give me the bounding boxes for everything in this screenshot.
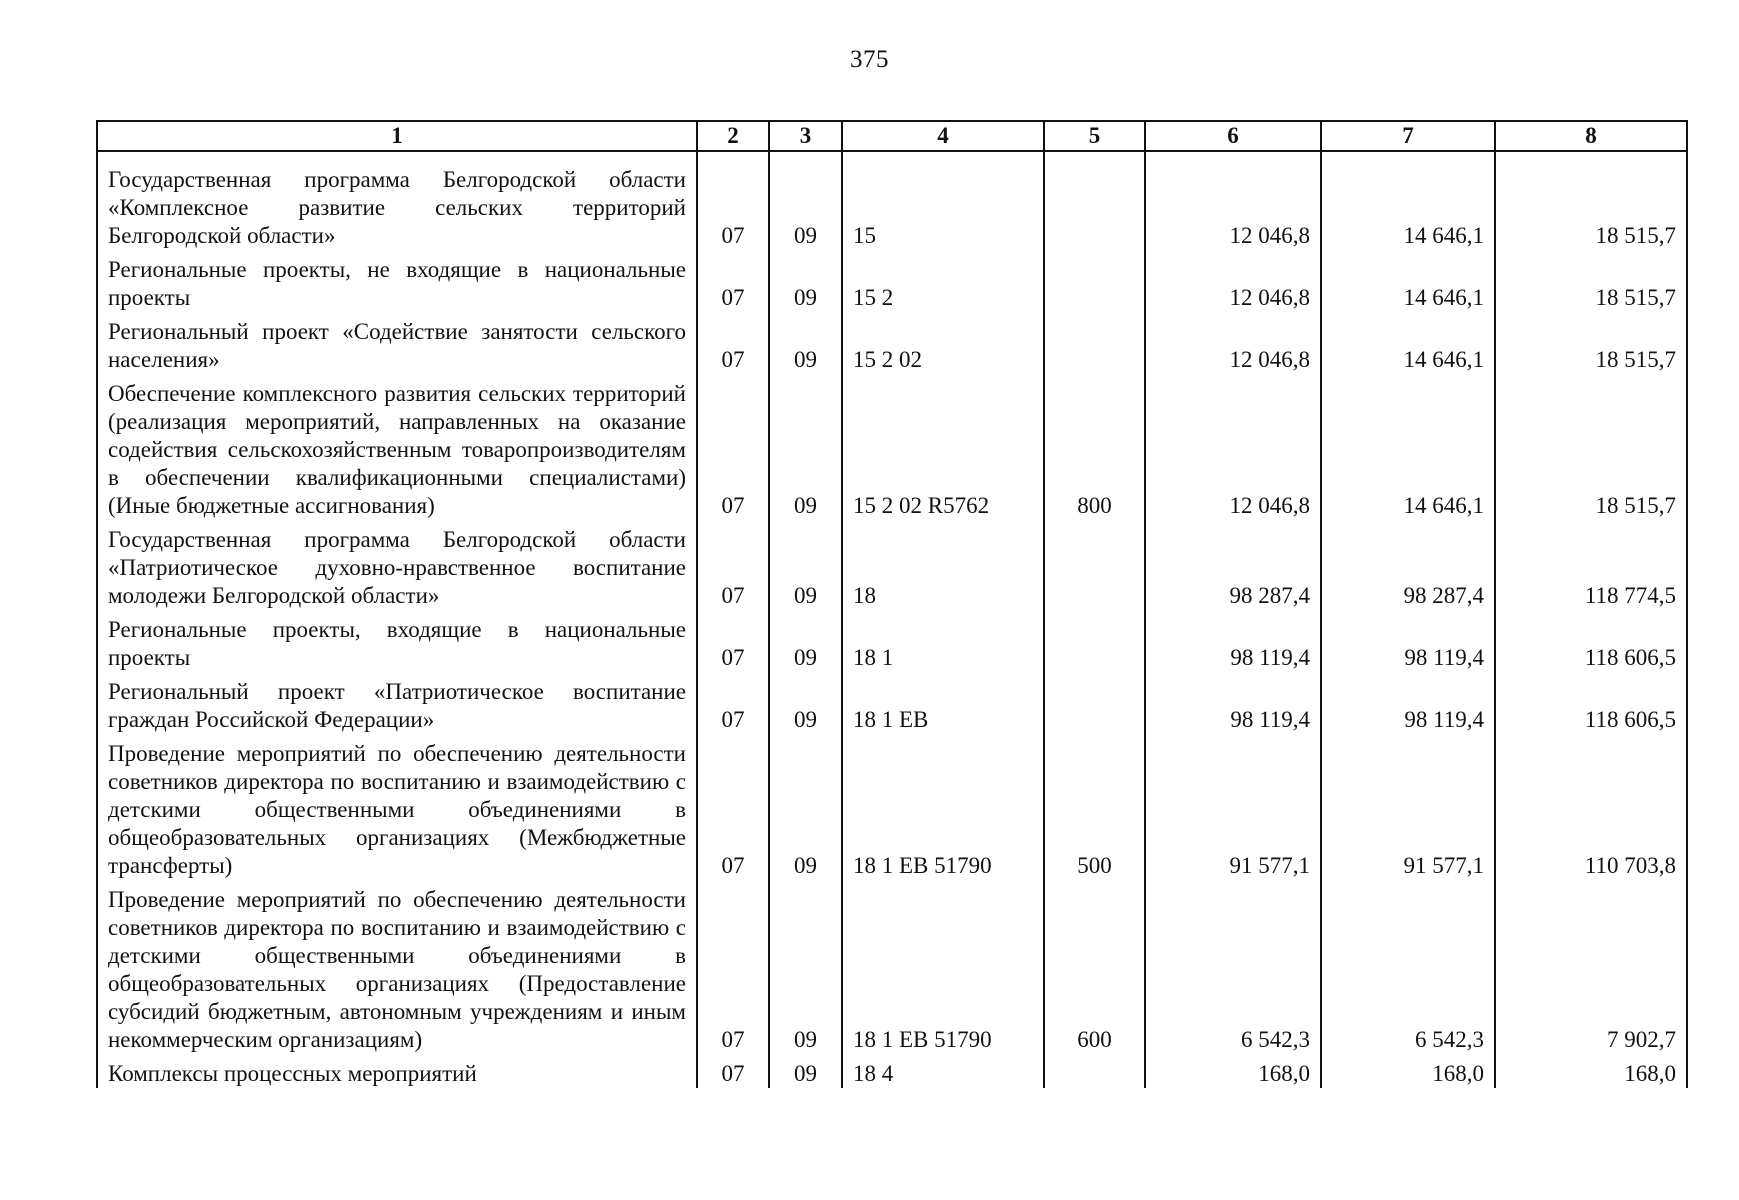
expense-type-code <box>1044 256 1145 318</box>
header-cell: 8 <box>1495 121 1687 151</box>
target-article-code: 18 4 <box>842 1060 1044 1088</box>
amount-col-7: 14 646,1 <box>1321 318 1495 380</box>
amount-col-7: 98 119,4 <box>1321 678 1495 740</box>
amount-col-6: 12 046,8 <box>1145 256 1321 318</box>
subsection-code: 09 <box>769 616 842 678</box>
section-code: 07 <box>697 678 769 740</box>
header-cell: 3 <box>769 121 842 151</box>
amount-col-7: 98 287,4 <box>1321 526 1495 616</box>
target-article-code: 18 1 ЕВ 51790 <box>842 886 1044 1060</box>
amount-col-8: 18 515,7 <box>1495 256 1687 318</box>
amount-col-7: 14 646,1 <box>1321 151 1495 256</box>
expense-type-code <box>1044 616 1145 678</box>
amount-col-6: 98 119,4 <box>1145 678 1321 740</box>
table-row <box>97 886 1687 1060</box>
target-article-code: 18 1 ЕВ <box>842 678 1044 740</box>
row-name: Региональные проекты, не входящие в национальные проекты <box>97 256 697 318</box>
amount-col-6: 168,0 <box>1145 1060 1321 1088</box>
target-article-code: 15 2 02 R5762 <box>842 380 1044 526</box>
expense-type-code: 500 <box>1044 740 1145 886</box>
amount-col-8: 7 902,7 <box>1495 886 1687 1060</box>
header-cell: 5 <box>1044 121 1145 151</box>
table-row <box>97 678 1687 740</box>
amount-col-7: 98 119,4 <box>1321 616 1495 678</box>
target-article-code: 18 1 ЕВ 51790 <box>842 740 1044 886</box>
expense-type-code <box>1044 526 1145 616</box>
target-article-code: 18 1 <box>842 616 1044 678</box>
amount-col-8: 168,0 <box>1495 1060 1687 1088</box>
row-name: Региональный проект «Патриотическое воспитание граждан Российской Федерации» <box>97 678 697 740</box>
table-row <box>97 380 1687 526</box>
section-code: 07 <box>697 616 769 678</box>
header-cell: 6 <box>1145 121 1321 151</box>
amount-col-7: 14 646,1 <box>1321 380 1495 526</box>
table-row <box>97 256 1687 318</box>
section-code: 07 <box>697 318 769 380</box>
target-article-code: 18 <box>842 526 1044 616</box>
table-row <box>97 740 1687 886</box>
subsection-code: 09 <box>769 740 842 886</box>
amount-col-7: 168,0 <box>1321 1060 1495 1088</box>
subsection-code: 09 <box>769 526 842 616</box>
amount-col-7: 6 542,3 <box>1321 886 1495 1060</box>
amount-col-8: 18 515,7 <box>1495 380 1687 526</box>
section-code: 07 <box>697 256 769 318</box>
section-code: 07 <box>697 740 769 886</box>
amount-col-8: 110 703,8 <box>1495 740 1687 886</box>
row-name: Региональные проекты, входящие в национальные проекты <box>97 616 697 678</box>
page-number: 375 <box>850 46 889 73</box>
row-name: Комплексы процессных мероприятий <box>97 1060 697 1088</box>
amount-col-6: 12 046,8 <box>1145 380 1321 526</box>
expense-type-code <box>1044 678 1145 740</box>
expense-type-code: 800 <box>1044 380 1145 526</box>
expense-type-code: 600 <box>1044 886 1145 1060</box>
table-row <box>97 526 1687 616</box>
row-name: Обеспечение комплексного развития сельских территорий (реализация мероприятий, направленных на оказание содействия сельскохозяйственным товаропроизводителям в обеспечении квалификационными специалистами) (Иные бюджетные ассигнования) <box>97 380 697 526</box>
amount-col-7: 91 577,1 <box>1321 740 1495 886</box>
table-row <box>97 1060 1687 1088</box>
target-article-code: 15 2 <box>842 256 1044 318</box>
subsection-code: 09 <box>769 380 842 526</box>
row-name: Региональный проект «Содействие занятости сельского населения» <box>97 318 697 380</box>
amount-col-8: 18 515,7 <box>1495 151 1687 256</box>
budget-table <box>96 120 1688 1088</box>
subsection-code: 09 <box>769 151 842 256</box>
amount-col-8: 18 515,7 <box>1495 318 1687 380</box>
amount-col-6: 12 046,8 <box>1145 151 1321 256</box>
subsection-code: 09 <box>769 256 842 318</box>
section-code: 07 <box>697 151 769 256</box>
header-cell: 7 <box>1321 121 1495 151</box>
row-name: Проведение мероприятий по обеспечению деятельности советников директора по воспитанию и взаимодействию с детскими общественными объединениями в общеобразовательных организациях (Предоставление субсидий бюджетным, автономным учреждениям и иным некоммерческим организациям) <box>97 886 697 1060</box>
amount-col-6: 12 046,8 <box>1145 318 1321 380</box>
amount-col-8: 118 774,5 <box>1495 526 1687 616</box>
row-name: Государственная программа Белгородской области «Патриотическое духовно-нравственное воспитание молодежи Белгородской области» <box>97 526 697 616</box>
amount-col-8: 118 606,5 <box>1495 616 1687 678</box>
section-code: 07 <box>697 1060 769 1088</box>
amount-col-7: 14 646,1 <box>1321 256 1495 318</box>
amount-col-6: 98 287,4 <box>1145 526 1321 616</box>
subsection-code: 09 <box>769 1060 842 1088</box>
target-article-code: 15 <box>842 151 1044 256</box>
subsection-code: 09 <box>769 886 842 1060</box>
amount-col-6: 6 542,3 <box>1145 886 1321 1060</box>
section-code: 07 <box>697 526 769 616</box>
subsection-code: 09 <box>769 318 842 380</box>
header-cell: 1 <box>97 121 697 151</box>
table-header-row <box>97 121 1687 151</box>
row-name: Проведение мероприятий по обеспечению деятельности советников директора по воспитанию и взаимодействию с детскими общественными объединениями в общеобразовательных организациях (Межбюджетные трансферты) <box>97 740 697 886</box>
subsection-code: 09 <box>769 678 842 740</box>
header-cell: 2 <box>697 121 769 151</box>
row-name: Государственная программа Белгородской области «Комплексное развитие сельских территорий Белгородской области» <box>97 151 697 256</box>
table-row <box>97 616 1687 678</box>
section-code: 07 <box>697 380 769 526</box>
target-article-code: 15 2 02 <box>842 318 1044 380</box>
table-row <box>97 151 1687 256</box>
expense-type-code <box>1044 1060 1145 1088</box>
expense-type-code <box>1044 151 1145 256</box>
header-cell: 4 <box>842 121 1044 151</box>
table-row <box>97 318 1687 380</box>
amount-col-8: 118 606,5 <box>1495 678 1687 740</box>
expense-type-code <box>1044 318 1145 380</box>
amount-col-6: 98 119,4 <box>1145 616 1321 678</box>
section-code: 07 <box>697 886 769 1060</box>
amount-col-6: 91 577,1 <box>1145 740 1321 886</box>
